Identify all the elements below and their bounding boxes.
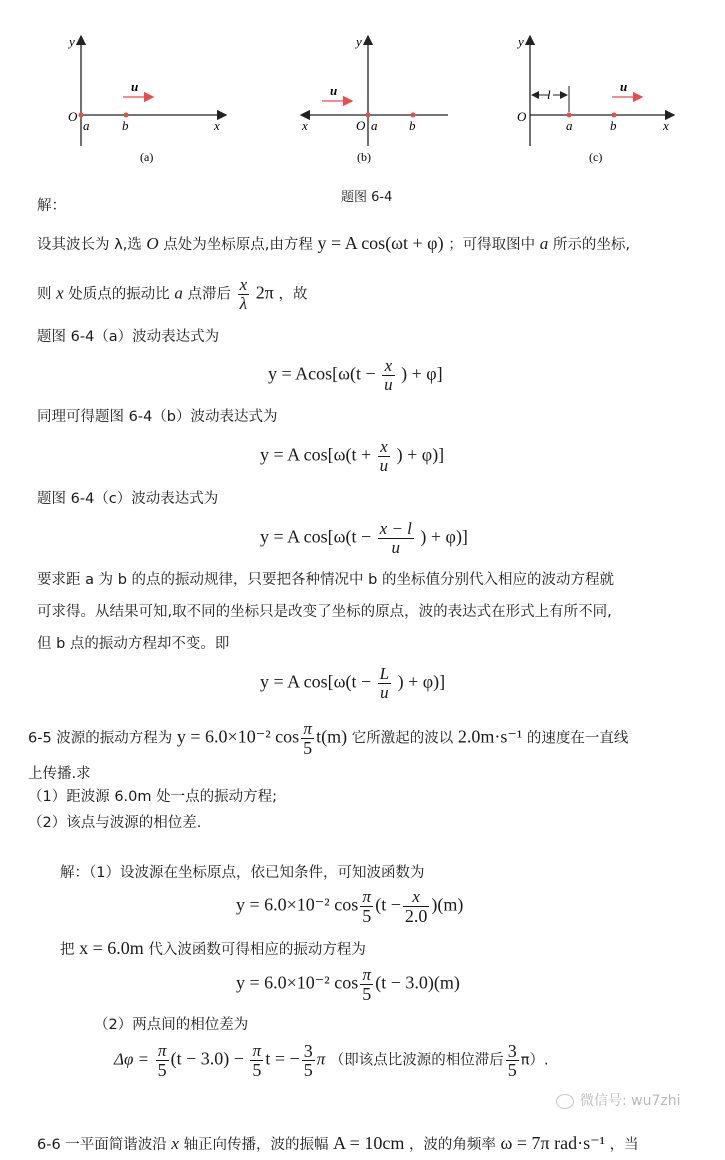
p64-line2: 则 x 处质点的振动比 a 点滞后 $\frac{x}{\lambda}$ 2π ，故 (37, 275, 308, 313)
panel-c-y-label: y (518, 34, 524, 49)
panel-b-u-label: u (330, 83, 338, 98)
panel-c-caption: (c) (589, 150, 603, 164)
p64-line1: 设其波长为 λ,选 O 点处为坐标原点,由方程 y = A cos(ωt + φ) ；可得取图中 a 所示的坐标, (37, 233, 631, 253)
p64-para3: 但 b 点的振动方程却不变。即 (37, 636, 230, 652)
panel-a (67, 34, 226, 164)
panel-c-l-label: l (547, 87, 551, 102)
panel-c-x-label: x (663, 118, 669, 133)
panel-c-u-label: u (620, 79, 628, 94)
panel-a-caption: (a) (140, 150, 154, 164)
panel-a-x-label: x (214, 118, 220, 133)
equation-b: y = A cos[ω(t + $\frac{x}{u}$ ) + φ)] (260, 437, 445, 475)
panel-b-b-label: b (409, 118, 416, 133)
p65-question-1: （1）距波源 6.0m 处一点的振动方程; (28, 789, 278, 805)
panel-c (516, 34, 674, 164)
wechat-watermark: 微信号: wu7zhi (556, 1090, 681, 1110)
p65-solution-2: （2）两点间的相位差为 (94, 1017, 249, 1033)
panel-a-u-label: u (131, 79, 139, 94)
p65-line2: 上传播.求 (28, 766, 91, 782)
panel-a-a-label: a (83, 118, 90, 133)
p64-b-title: 同理可得题图 6-4（b）波动表达式为 (37, 409, 278, 425)
panel-b-y-label: y (356, 34, 362, 49)
wave-function-equation: y = 6.0×10⁻² cos $\frac{\pi}{5}$ (t − $\frac{x}{2.0}$ )(m) (236, 887, 464, 926)
panel-a-origin-label: O (68, 109, 78, 124)
p65-line1: 6-5 波源的振动方程为 y = 6.0×10⁻² cos $\frac{\pi}{5}$ t(m) 它所激起的波以 2.0m·s⁻¹ 的速度在一直线 (28, 719, 629, 758)
panel-b-caption: (b) (357, 150, 371, 164)
equation-b-point: y = A cos[ω(t − $\frac{L}{u}$ ) + φ)] (260, 664, 446, 702)
figure-6-4 (0, 0, 725, 210)
panel-c-b-label: b (610, 118, 617, 133)
p64-para1: 要求距 a 为 b 的点的振动规律，只要把各种情况中 b 的坐标值分别代入相应的波动方程就 (37, 572, 614, 588)
p65-substitute: 把 x = 6.0m 代入波函数可得相应的振动方程为 (60, 938, 366, 958)
solution-label: 解： (37, 198, 66, 214)
lag-fraction: $\frac{x}{\lambda}$ (239, 275, 248, 313)
equation-c: y = A cos[ω(t − $\frac{x - l}{u}$ ) + φ)] (260, 519, 468, 557)
panel-c-origin-label: O (517, 109, 527, 124)
wave-source-equation: y = A cos(ωt + φ) (317, 233, 444, 253)
p65-question-2: （2）该点与波源的相位差. (28, 815, 202, 831)
panel-a-b-label: b (122, 118, 129, 133)
figure-caption: 题图 6-4 (341, 190, 393, 205)
wechat-icon (556, 1094, 574, 1109)
p65-solution-1: 解：（1）设波源在坐标原点，依已知条件，可知波函数为 (60, 865, 425, 881)
p64-c-title: 题图 6-4（c）波动表达式为 (37, 491, 219, 507)
panel-c-a-label: a (566, 118, 573, 133)
panel-c-point-a (567, 113, 572, 118)
panel-b-x-label: x (302, 118, 308, 133)
panel-a-point-b (124, 113, 129, 118)
panel-c-point-b (612, 113, 617, 118)
phase-difference-equation: Δφ = $\frac{\pi}{5}$ (t − 3.0) − $\frac{\pi}{5}$ t = − $\frac{3}{5}$ π （即该点比波源的相位滞后 $\frac{3}{5}$ π）. (114, 1041, 549, 1080)
panel-b-point-b (411, 113, 416, 118)
panel-b-origin-label: O (356, 118, 366, 133)
equation-a: y = Acos[ω(t − $\frac{x}{u}$ ) + φ] (268, 356, 443, 394)
p66-line1: 6-6 一平面简谐波沿 x 轴正向传播，波的振幅 A = 10cm ，波的角频率 ω = 7π rad·s⁻¹ ，当 (37, 1133, 639, 1153)
p64-a-title: 题图 6-4（a）波动表达式为 (37, 329, 220, 345)
panel-a-y-label: y (69, 34, 75, 49)
vibration-equation: y = 6.0×10⁻² cos $\frac{\pi}{5}$ (t − 3.0)(m) (236, 965, 460, 1004)
panel-b-a-label: a (371, 118, 378, 133)
panel-b (301, 34, 448, 164)
panel-a-point-a (79, 113, 84, 118)
p64-para2: 可求得。从结果可知,取不同的坐标只是改变了坐标的原点，波的表达式在形式上有所不同, (37, 604, 612, 620)
panel-b-point-a (366, 113, 371, 118)
